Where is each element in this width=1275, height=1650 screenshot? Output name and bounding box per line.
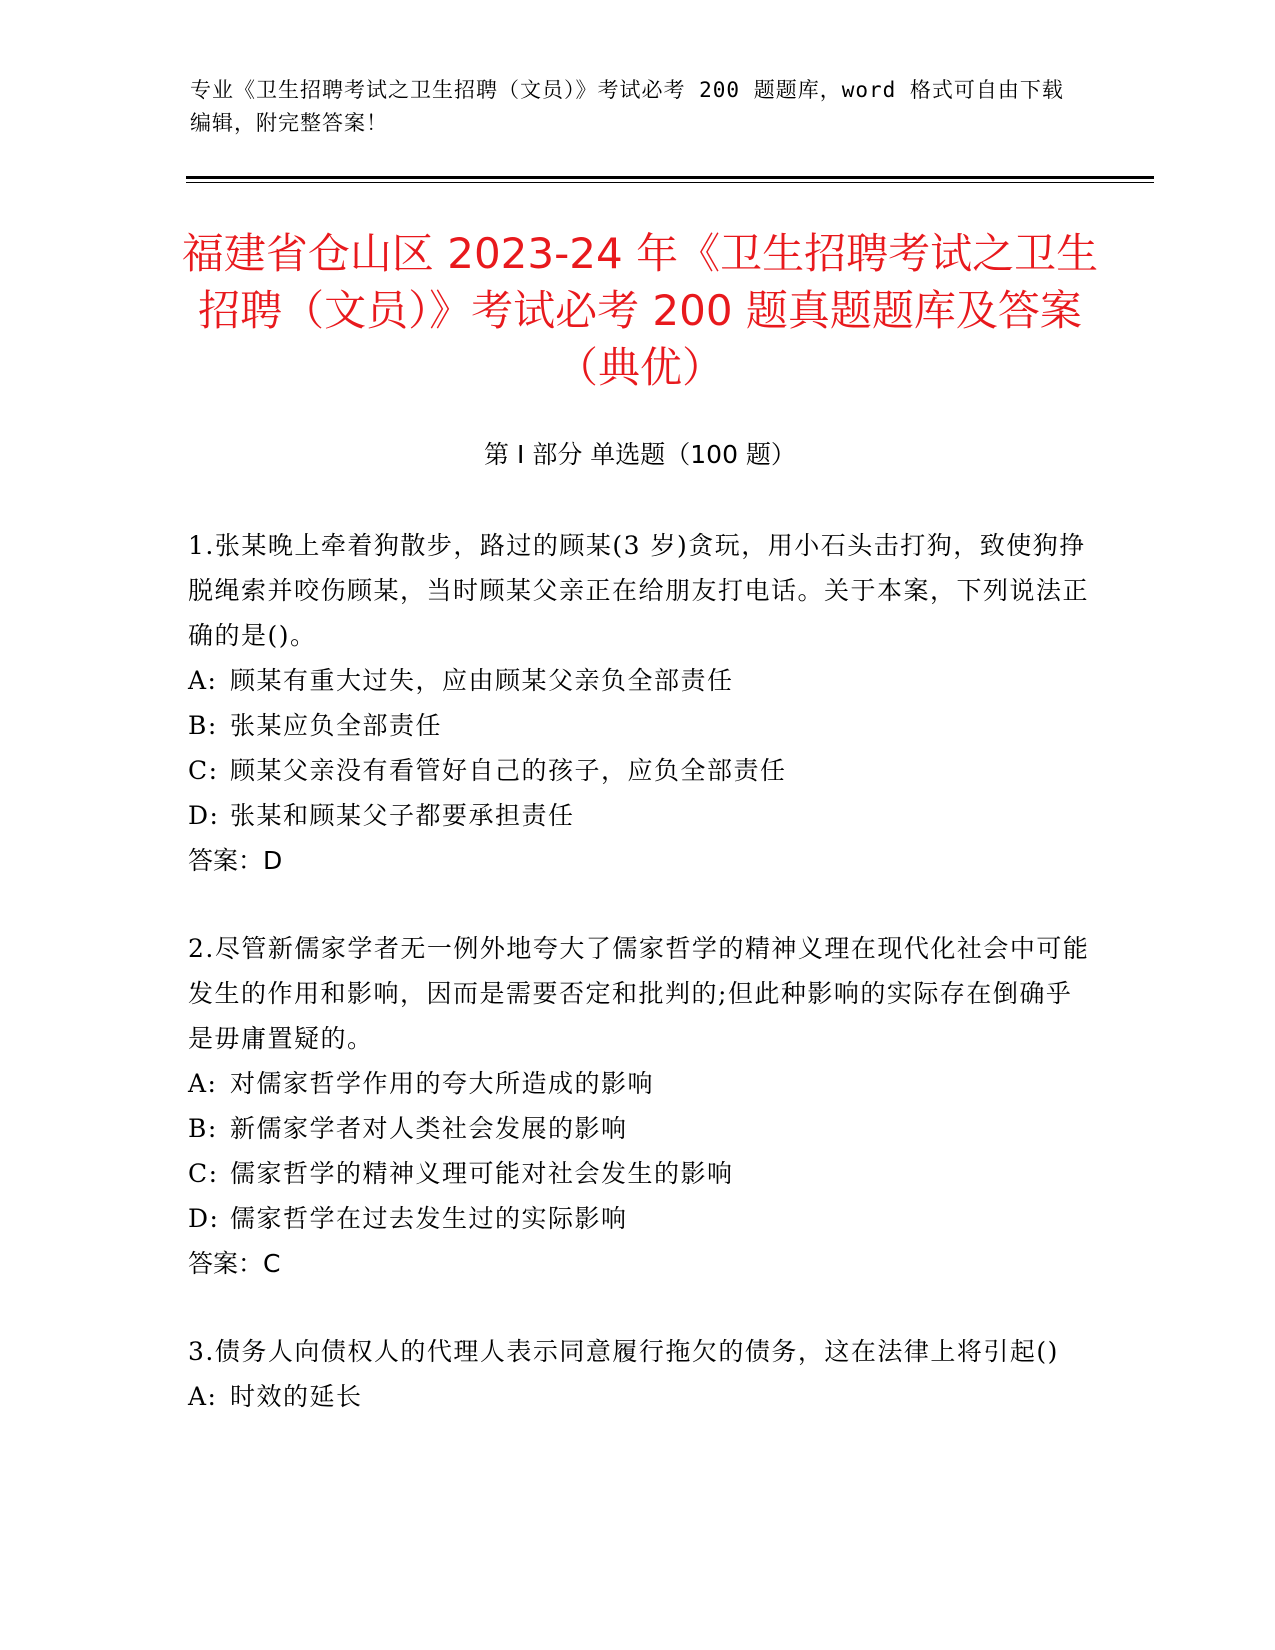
option-key: D: bbox=[188, 801, 220, 830]
answer-line: 答案：D bbox=[188, 846, 283, 875]
question-stem: 3.债务人向债权人的代理人表示同意履行拖欠的债务，这在法律上将引起() bbox=[188, 1337, 1059, 1366]
option-text: 时效的延长 bbox=[230, 1382, 363, 1411]
option-d bbox=[188, 1196, 1093, 1241]
option-key: A: bbox=[188, 1382, 218, 1411]
document-title: 福建省仓山区 2023-24 年《卫生招聘考试之卫生招聘（文员）》考试必考 200 题真题题库及答案（典优） bbox=[181, 229, 1099, 392]
option-text: 新儒家学者对人类社会发展的影响 bbox=[230, 1114, 628, 1143]
option-text: 儒家哲学的精神义理可能对社会发生的影响 bbox=[230, 1159, 734, 1188]
option-key: D: bbox=[188, 1204, 220, 1233]
option-text: 顾某有重大过失，应由顾某父亲负全部责任 bbox=[230, 666, 734, 695]
option-b bbox=[188, 703, 1093, 748]
header-divider-thick bbox=[186, 176, 1154, 179]
option-key: B: bbox=[188, 711, 218, 740]
question-1 bbox=[188, 523, 1093, 883]
option-c bbox=[188, 748, 1093, 793]
question-stem: 2.尽管新儒家学者无一例外地夸大了儒家哲学的精神义理在现代化社会中可能发生的作用和影响，因而是需要否定和批判的;但此种影响的实际存在倒确乎是毋庸置疑的。 bbox=[188, 934, 1090, 1053]
option-c bbox=[188, 1151, 1093, 1196]
option-key: A: bbox=[188, 666, 218, 695]
option-text: 张某和顾某父子都要承担责任 bbox=[230, 801, 575, 830]
option-text: 对儒家哲学作用的夸大所造成的影响 bbox=[230, 1069, 655, 1098]
option-a bbox=[188, 658, 1093, 703]
option-key: C: bbox=[188, 1159, 219, 1188]
option-text: 张某应负全部责任 bbox=[230, 711, 443, 740]
header-note: 专业《卫生招聘考试之卫生招聘（文员）》考试必考 200 题题库，word 格式可自由下载编辑，附完整答案！ bbox=[190, 78, 1064, 135]
option-text: 顾某父亲没有看管好自己的孩子，应负全部责任 bbox=[230, 756, 787, 785]
option-a bbox=[188, 1374, 1093, 1419]
question-list bbox=[188, 523, 1093, 1462]
answer-line: 答案：C bbox=[188, 1249, 281, 1278]
option-d bbox=[188, 793, 1093, 838]
option-b bbox=[188, 1106, 1093, 1151]
option-key: B: bbox=[188, 1114, 218, 1143]
question-3 bbox=[188, 1329, 1093, 1419]
option-text: 儒家哲学在过去发生过的实际影响 bbox=[230, 1204, 628, 1233]
question-stem: 1.张某晚上牵着狗散步，路过的顾某(3 岁)贪玩，用小石头击打狗，致使狗挣脱绳索并咬伤顾某，当时顾某父亲正在给朋友打电话。关于本案，下列说法正确的是()。 bbox=[188, 531, 1090, 650]
option-key: C: bbox=[188, 756, 219, 785]
section-title: 第 I 部分 单选题（100 题） bbox=[484, 440, 796, 469]
question-2 bbox=[188, 926, 1093, 1286]
option-key: A: bbox=[188, 1069, 218, 1098]
header-divider-thin bbox=[186, 182, 1154, 183]
option-a bbox=[188, 1061, 1093, 1106]
